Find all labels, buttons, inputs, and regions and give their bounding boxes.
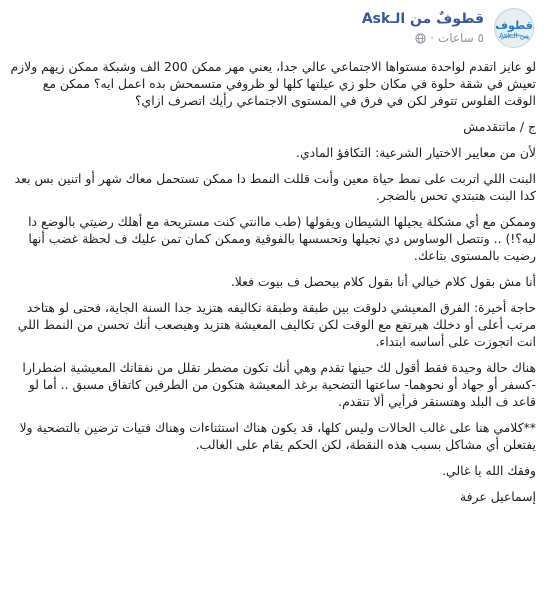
answer-paragraph: لأن من معايير الاختيار الشرعية: التكافؤ المادي. — [296, 145, 536, 160]
post-header — [0, 0, 548, 56]
avatar-logo-text: قطوف — [495, 19, 533, 32]
post-time-row — [362, 30, 484, 46]
answer-paragraph: البنت اللي اتربت على نمط حياة معين وأنت قللت النمط دا ممكن تستحمل معاك شهر أو اتنين بس بعد كدا البنت هتبتدي تحس بالضجر. — [14, 171, 536, 203]
answer-paragraph: حاجة أخيرة: الفرق المعيشي دلوقت بين طبقة وطبقة تكاليفه هتزيد جدا السنة الجاية، فحتى لو هتاخد مرتب أعلى أو دخلك هيرتفع مع الوقت لكن تكاليف المعيشة هتزيد وهيصعب أنك تحسن من النمط اللي انت اتجوزت على أساسه ابتداء. — [17, 300, 536, 349]
avatar-logo-subtext: من الـAsk — [499, 32, 529, 40]
answer-paragraph: وممكن مع أي مشكلة يجيلها الشيطان ويقولها (طب ماانتي كنت مستريحة مع أهلك رضيتي بالوضع دا ليه؟!) .. وتتصل الوساوس دي تجيلها وتحسسها بالفوقية وممكن كمان تمن عليك ف لحظة غضب أنها رضيت بالمستوى بتاعك. — [28, 214, 536, 263]
answer-paragraph: هناك حالة وحيدة فقط أقول لك حينها تقدم وهي أنك تكون مضطر تقلل من نفقاتك المعيشية اضطرارا -كسفر أو جهاد أو نحوهما- ساعتها التضحية برغد المعيشة هتكون من الطرفين كاتفاق مسبق .. أما لو قاعد ف البلد وهتستقر فرأيي ألا تتقدم. — [22, 360, 536, 409]
page-avatar[interactable] — [494, 8, 534, 48]
question-text: لو عايز اتقدم لواحدة مستواها الاجتماعي عالي جدا، يعني مهر ممكن 200 الف وشبكة ممكن زيهم ولازم تعيش في شقة حلوة في مكان حلو زي عيلتها كلها لو ظروفي متسمحش بده اعمل ايه؟ ممكن مع الوقت الفلوس تتوفر لكن في فرق في المستوى الاجتماعي رأيك اتصرف ازاي؟ — [10, 59, 536, 108]
post-timestamp[interactable]: ٥ ساعات — [437, 31, 484, 45]
globe-icon[interactable] — [415, 33, 426, 44]
page-name-link[interactable]: قطوفٌ من الـAsk — [361, 11, 484, 27]
post-meta — [362, 10, 484, 46]
meta-separator: · — [430, 31, 434, 45]
post-body — [10, 58, 536, 514]
author-signature: إسماعيل عرفة — [459, 489, 536, 504]
answer-note: **كلامي هنا على غالب الحالات وليس كلها، قد يكون هناك استثناءات وهناك فتيات ترضين بالتضحية ولا يفتعلن أي مشاكل بسبب هذه النقطة، لكن الحكم يقام على الغالب. — [19, 420, 536, 452]
answer-intro: ج / ماتتقدمش — [463, 119, 536, 134]
closing-line: وفقك الله يا غالي. — [442, 463, 536, 478]
answer-paragraph: أنا مش بقول كلام خيالي أنا بقول كلام بيحصل ف بيوت فعلا. — [230, 274, 536, 289]
